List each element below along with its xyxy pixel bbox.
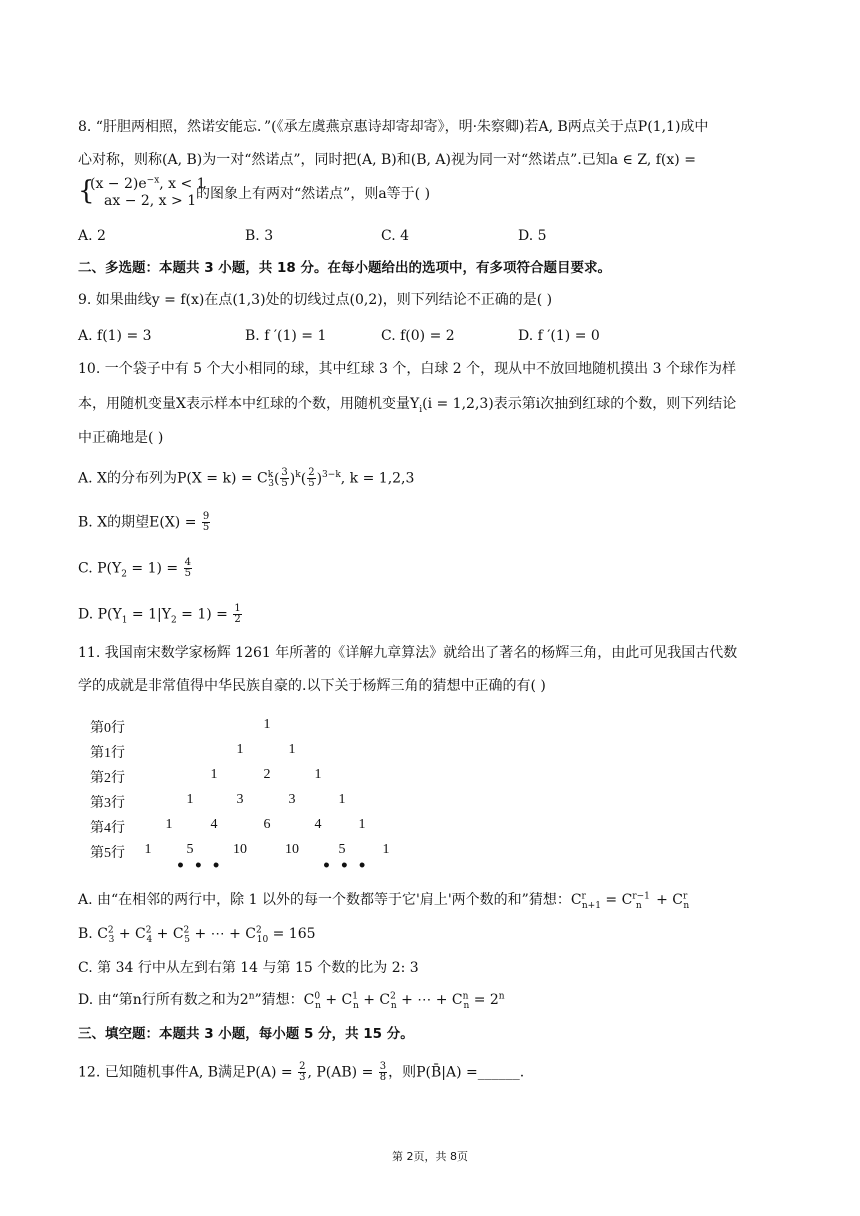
q11-line1: 11. 我国南宋数学家杨辉 1261 年所著的《详解九章算法》就给出了著名的杨辉三角，由此可见我国古代数 (78, 645, 738, 661)
q8-option-a: A. 2 (78, 228, 106, 244)
q8-case1: $(x - 2)e^{-x}$, x < 1 (90, 175, 206, 192)
page-footer: 第 2页，共 8页 (392, 1150, 468, 1163)
triangle-number: 1 (165, 817, 173, 832)
q11-line2: 学的成就是非常值得中华民族自豪的.以下关于杨辉三角的猜想中正确的有( ) (78, 678, 546, 694)
q8-line2: 心对称，则称(A, B)为一对“然诺点”，同时把(A, B)和(B, A)视为同一对“然诺点”.已知a ∈ Z, f(x) = (78, 152, 696, 168)
q9-option-d: D. f ′(1) = 0 (518, 328, 600, 344)
triangle-number: 1 (382, 842, 390, 857)
q9-option-b: B. f ′(1) = 1 (245, 328, 327, 344)
q11-option-d: D. 由“第n行所有数之和为2$^n$”猜想：$C^0_n + C^1_n + C^2_n$ + ⋯ + $C^n_n = 2^n$ (78, 991, 505, 1011)
triangle-number: 1 (236, 742, 244, 757)
triangle-number: 10 (285, 842, 299, 857)
triangle-number: 1 (186, 792, 194, 807)
triangle-number: 3 (288, 792, 296, 807)
triangle-number: 2 (263, 767, 271, 782)
triangle-number: 1 (144, 842, 152, 857)
q10-line1: 10. 一个袋子中有 5 个大小相同的球，其中红球 3 个，白球 2 个，现从中不放回地随机摸出 3 个球作为样 (78, 361, 736, 377)
row-label: 第3行 (90, 796, 125, 811)
ellipsis-left: • • • (176, 858, 223, 874)
q8-line1: 8. “肝胆两相照，然诺安能忘．”(《承左虞燕京惠诗却寄却寄》，明·朱察卿)若A, B两点关于点P(1,1)成中 (78, 119, 709, 135)
q10-option-b: B. X的期望E(X) = $\frac{9}{5}$ (78, 511, 210, 533)
triangle-number: 10 (233, 842, 247, 857)
q9-option-c: C. f(0) = 2 (381, 328, 455, 344)
row-label: 第5行 (90, 846, 125, 861)
triangle-number: 1 (338, 792, 346, 807)
q8-tail: 的图象上有两对“然诺点”，则a等于( ) (196, 186, 431, 202)
triangle-number: 4 (314, 817, 322, 832)
triangle-number: 3 (236, 792, 244, 807)
row-label: 第2行 (90, 771, 125, 786)
q11-option-b: B. $C^2_3 + C^2_4 + C^2_5$ + ⋯ + $C^2_{10} = 165$ (78, 925, 316, 945)
row-label: 第1行 (90, 746, 125, 761)
q12-stem: 12. 已知随机事件A, B满足P(A) = $\frac{2}{3}$ , P(AB) = $\frac{3}{8}$ ，则P(B̄|A) =______. (78, 1061, 525, 1083)
q11-option-c: C. 第 34 行中从左到右第 14 与第 15 个数的比为 2: 3 (78, 960, 419, 976)
q10-option-c: C. $P(Y_2 = 1)$ = $\frac{4}{5}$ (78, 557, 191, 580)
q8-option-c: C. 4 (381, 228, 410, 244)
q10-line2: 本，用随机变量X表示样本中红球的个数，用随机变量$Y_i(i = 1,2,3)$表示第i次抽到红球的个数，则下列结论 (78, 396, 737, 415)
q8-case2: ax − 2, x > 1 (104, 193, 197, 209)
q9-option-a: A. f(1) = 3 (78, 328, 152, 344)
q9-stem: 9. 如果曲线y = f(x)在点(1,3)处的切线过点(0,2)，则下列结论不正确的是( ) (78, 292, 553, 308)
q10-option-a: A. X的分布列为$P(X = k) = C^k_3$( $\frac{3}{5}$ )$^k$( $\frac{2}{5}$ )$^{3-k}$, k = 1,2,3 (78, 467, 415, 490)
triangle-number: 1 (358, 817, 366, 832)
triangle-number: 1 (263, 717, 271, 732)
row-label: 第0行 (90, 721, 125, 736)
row-label: 第4行 (90, 821, 125, 836)
section-2-heading: 二、多选题：本题共 3 小题，共 18 分。在每小题给出的选项中，有多项符合题目要求。 (78, 260, 611, 276)
q10-line3: 中正确地是( ) (78, 430, 164, 446)
piecewise-brace: { (78, 176, 95, 206)
triangle-number: 1 (210, 767, 218, 782)
triangle-number: 5 (338, 842, 346, 857)
q8-option-d: D. 5 (518, 228, 547, 244)
triangle-number: 1 (314, 767, 322, 782)
q8-option-b: B. 3 (245, 228, 274, 244)
ellipsis-right: • • • (322, 858, 369, 874)
q11-option-a: A. 由“在相邻的两行中，除 1 以外的每一个数都等于它'肩上'两个数的和”猜想：$C^r_{n+1} = C^{r-1}_n + C^r_n$ (78, 891, 690, 911)
triangle-number: 1 (288, 742, 296, 757)
section-3-heading: 三、填空题：本题共 3 小题，每小题 5 分，共 15 分。 (78, 1026, 414, 1042)
triangle-number: 5 (186, 842, 194, 857)
q10-option-d: D. $P(Y_1 = 1|Y_2 = 1)$ = $\frac{1}{2}$ (78, 603, 241, 626)
triangle-number: 4 (210, 817, 218, 832)
triangle-number: 6 (263, 817, 271, 832)
